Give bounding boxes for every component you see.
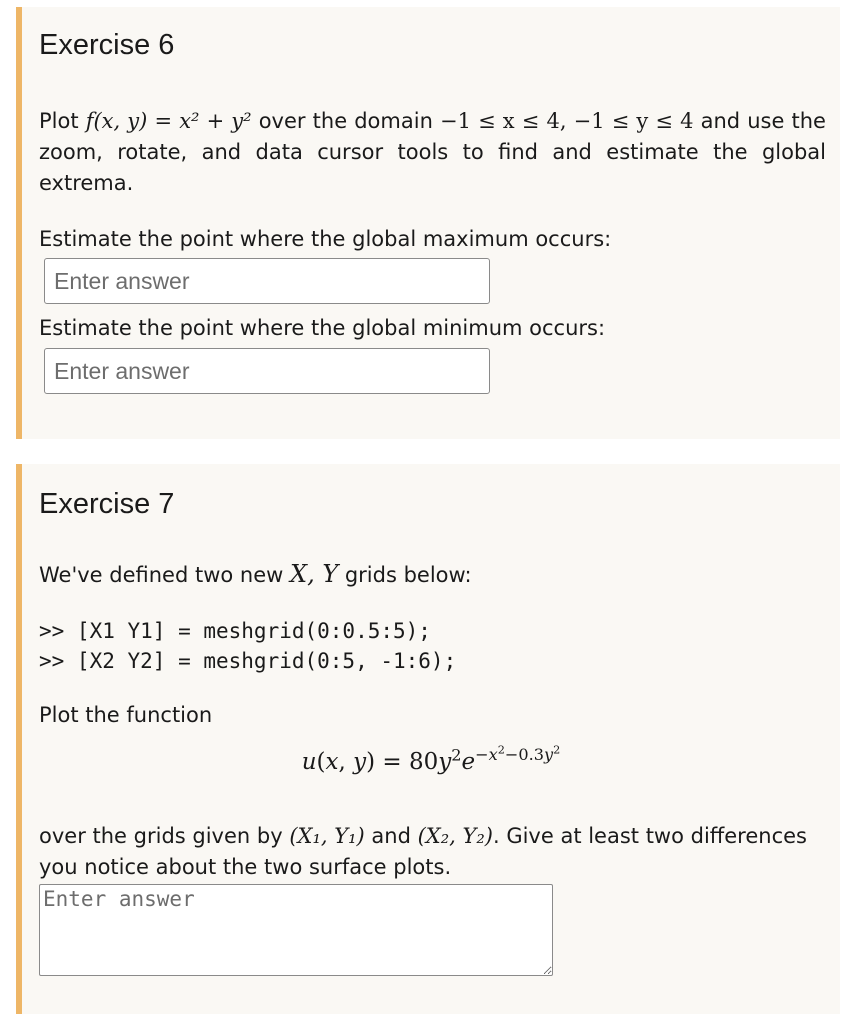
domain-formula: −1 ≤ x ≤ 4, −1 ≤ y ≤ 4 bbox=[440, 109, 694, 133]
grid-1-formula: (X₁, Y₁) bbox=[289, 824, 365, 848]
grid-2-formula: (X₂, Y₂) bbox=[417, 824, 493, 848]
code-block bbox=[39, 616, 456, 676]
question-global-max: Estimate the point where the global maximum occurs: bbox=[39, 227, 612, 251]
exercise-6-instructions bbox=[39, 106, 826, 199]
plot-function-label: Plot the function bbox=[39, 703, 213, 727]
exercise-7-card bbox=[16, 464, 840, 1014]
code-line: >> [X2 Y2] = meshgrid(0:5, -1:6); bbox=[39, 649, 457, 673]
over-and-text: and bbox=[364, 824, 418, 848]
over-post-text: . Give at least two differences you notice about the two surface plots. bbox=[39, 824, 807, 879]
intro-over-text: over the domain bbox=[251, 109, 440, 133]
function-formula: f(x, y) = x² + y² bbox=[85, 109, 252, 133]
global-max-answer-input[interactable] bbox=[44, 258, 490, 304]
intro-rest-text: and use the zoom, rotate, and data cursor tools to find and estimate the global extrema. bbox=[39, 109, 826, 195]
code-line: >> [X1 Y1] = meshgrid(0:0.5:5); bbox=[39, 619, 431, 643]
global-min-answer-input[interactable] bbox=[44, 348, 490, 394]
exercise-6-title: Exercise 6 bbox=[39, 29, 175, 61]
intro-post-text: grids below: bbox=[338, 563, 472, 587]
intro-plot-text: Plot bbox=[39, 109, 86, 133]
exercise-7-question bbox=[39, 821, 826, 883]
exercise-7-title: Exercise 7 bbox=[39, 488, 175, 520]
display-equation: u(x, $y) = 80y^2e^{-x^2-0.3y^2}$ bbox=[301, 744, 561, 776]
over-pre-text: over the grids given by bbox=[39, 824, 290, 848]
intro-vars: X, Y bbox=[289, 560, 339, 588]
intro-pre-text: We've defined two new bbox=[39, 563, 290, 587]
exercise-6-card bbox=[16, 7, 840, 439]
question-global-min: Estimate the point where the global minimum occurs: bbox=[39, 316, 606, 340]
differences-answer-textarea[interactable] bbox=[39, 884, 553, 976]
exercise-7-intro bbox=[39, 559, 826, 591]
